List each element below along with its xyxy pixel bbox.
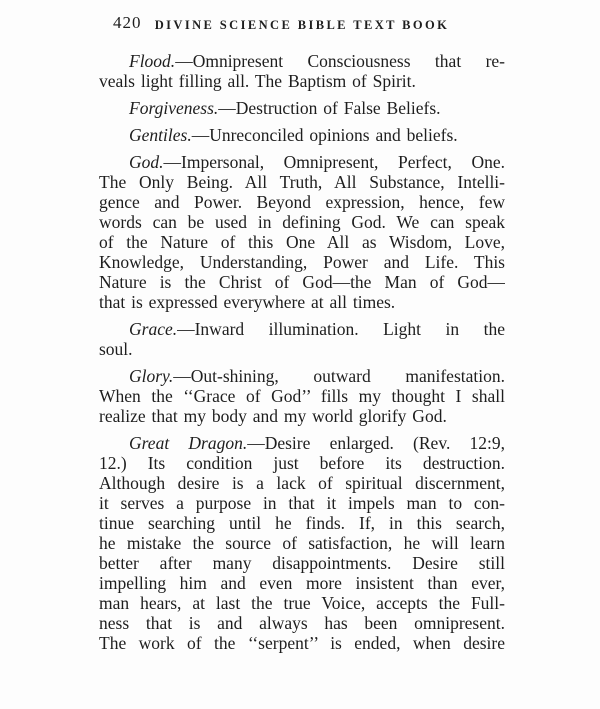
text-line: man hears, at last the true Voice, accepts the Full- bbox=[99, 593, 505, 613]
text-line: words can be used in defining God. We can speak bbox=[99, 212, 505, 232]
text-line bbox=[99, 51, 505, 71]
term-italic: Grace. bbox=[129, 319, 178, 339]
definition-text: —Destruction of False Beliefs. bbox=[218, 98, 441, 118]
text-line bbox=[99, 152, 505, 172]
definition-text: —Unreconciled opinions and beliefs. bbox=[191, 125, 458, 145]
text-line: ness that is and always has been omnipresent. bbox=[99, 613, 505, 633]
term-italic: God. bbox=[129, 152, 164, 172]
text-line: better after many disappointments. Desire still bbox=[99, 553, 505, 573]
text-line: Although desire is a lack of spiritual discernment, bbox=[99, 473, 505, 493]
text-line: When the ‘‘Grace of God’’ fills my thought I shall bbox=[99, 386, 505, 406]
text-line: soul. bbox=[99, 339, 133, 359]
text-line: The work of the ‘‘serpent’’ is ended, when desire bbox=[99, 633, 505, 653]
text-line: gence and Power. Beyond expression, hence, few bbox=[99, 192, 505, 212]
text-line: it serves a purpose in that it impels man to con- bbox=[99, 493, 505, 513]
definition-text: —Desire enlarged. (Rev. 12:9, bbox=[247, 433, 505, 453]
text-line: The Only Being. All Truth, All Substance, Intelli- bbox=[99, 172, 505, 192]
page-number: 420 bbox=[113, 13, 142, 32]
definition-paragraph bbox=[99, 98, 505, 118]
text-line: he mistake the source of satisfaction, he will learn bbox=[99, 533, 505, 553]
text-line bbox=[99, 319, 505, 339]
definition-paragraph bbox=[99, 433, 505, 653]
text-line bbox=[99, 125, 505, 145]
definition-text: —Out-shining, outward manifestation. bbox=[173, 366, 505, 386]
text-line: 12.) Its condition just before its destruction. bbox=[99, 453, 505, 473]
term-italic: Flood. bbox=[129, 51, 176, 71]
running-title: DIVINE SCIENCE BIBLE TEXT BOOK bbox=[154, 18, 450, 32]
text-line: that is expressed everywhere at all times. bbox=[99, 292, 396, 312]
text-column bbox=[99, 51, 505, 653]
text-line bbox=[99, 433, 505, 453]
text-line bbox=[99, 98, 505, 118]
text-line bbox=[99, 366, 505, 386]
text-line: tinue searching until he finds. If, in this search, bbox=[99, 513, 505, 533]
text-line: impelling him and even more insistent than ever, bbox=[99, 573, 505, 593]
term-italic: Great Dragon. bbox=[129, 433, 248, 453]
text-line: realize that my body and my world glorify God. bbox=[99, 406, 447, 426]
definition-paragraph bbox=[99, 366, 505, 426]
text-line: Nature is the Christ of God—the Man of God— bbox=[99, 272, 505, 292]
running-head bbox=[99, 13, 505, 37]
definition-paragraph bbox=[99, 51, 505, 91]
definition-text: —Omnipresent Consciousness that re- bbox=[175, 51, 505, 71]
definition-paragraph bbox=[99, 125, 505, 145]
term-italic: Forgiveness. bbox=[129, 98, 219, 118]
definition-paragraph bbox=[99, 319, 505, 359]
definition-text: —Inward illumination. Light in the bbox=[177, 319, 505, 339]
text-line: Knowledge, Understanding, Power and Life. This bbox=[99, 252, 505, 272]
term-italic: Gentiles. bbox=[129, 125, 192, 145]
text-line: of the Nature of this One All as Wisdom, Love, bbox=[99, 232, 505, 252]
definition-paragraph bbox=[99, 152, 505, 312]
definition-text: —Impersonal, Omnipresent, Perfect, One. bbox=[163, 152, 505, 172]
term-italic: Glory. bbox=[129, 366, 174, 386]
text-line: veals light filling all. The Baptism of Spirit. bbox=[99, 71, 416, 91]
